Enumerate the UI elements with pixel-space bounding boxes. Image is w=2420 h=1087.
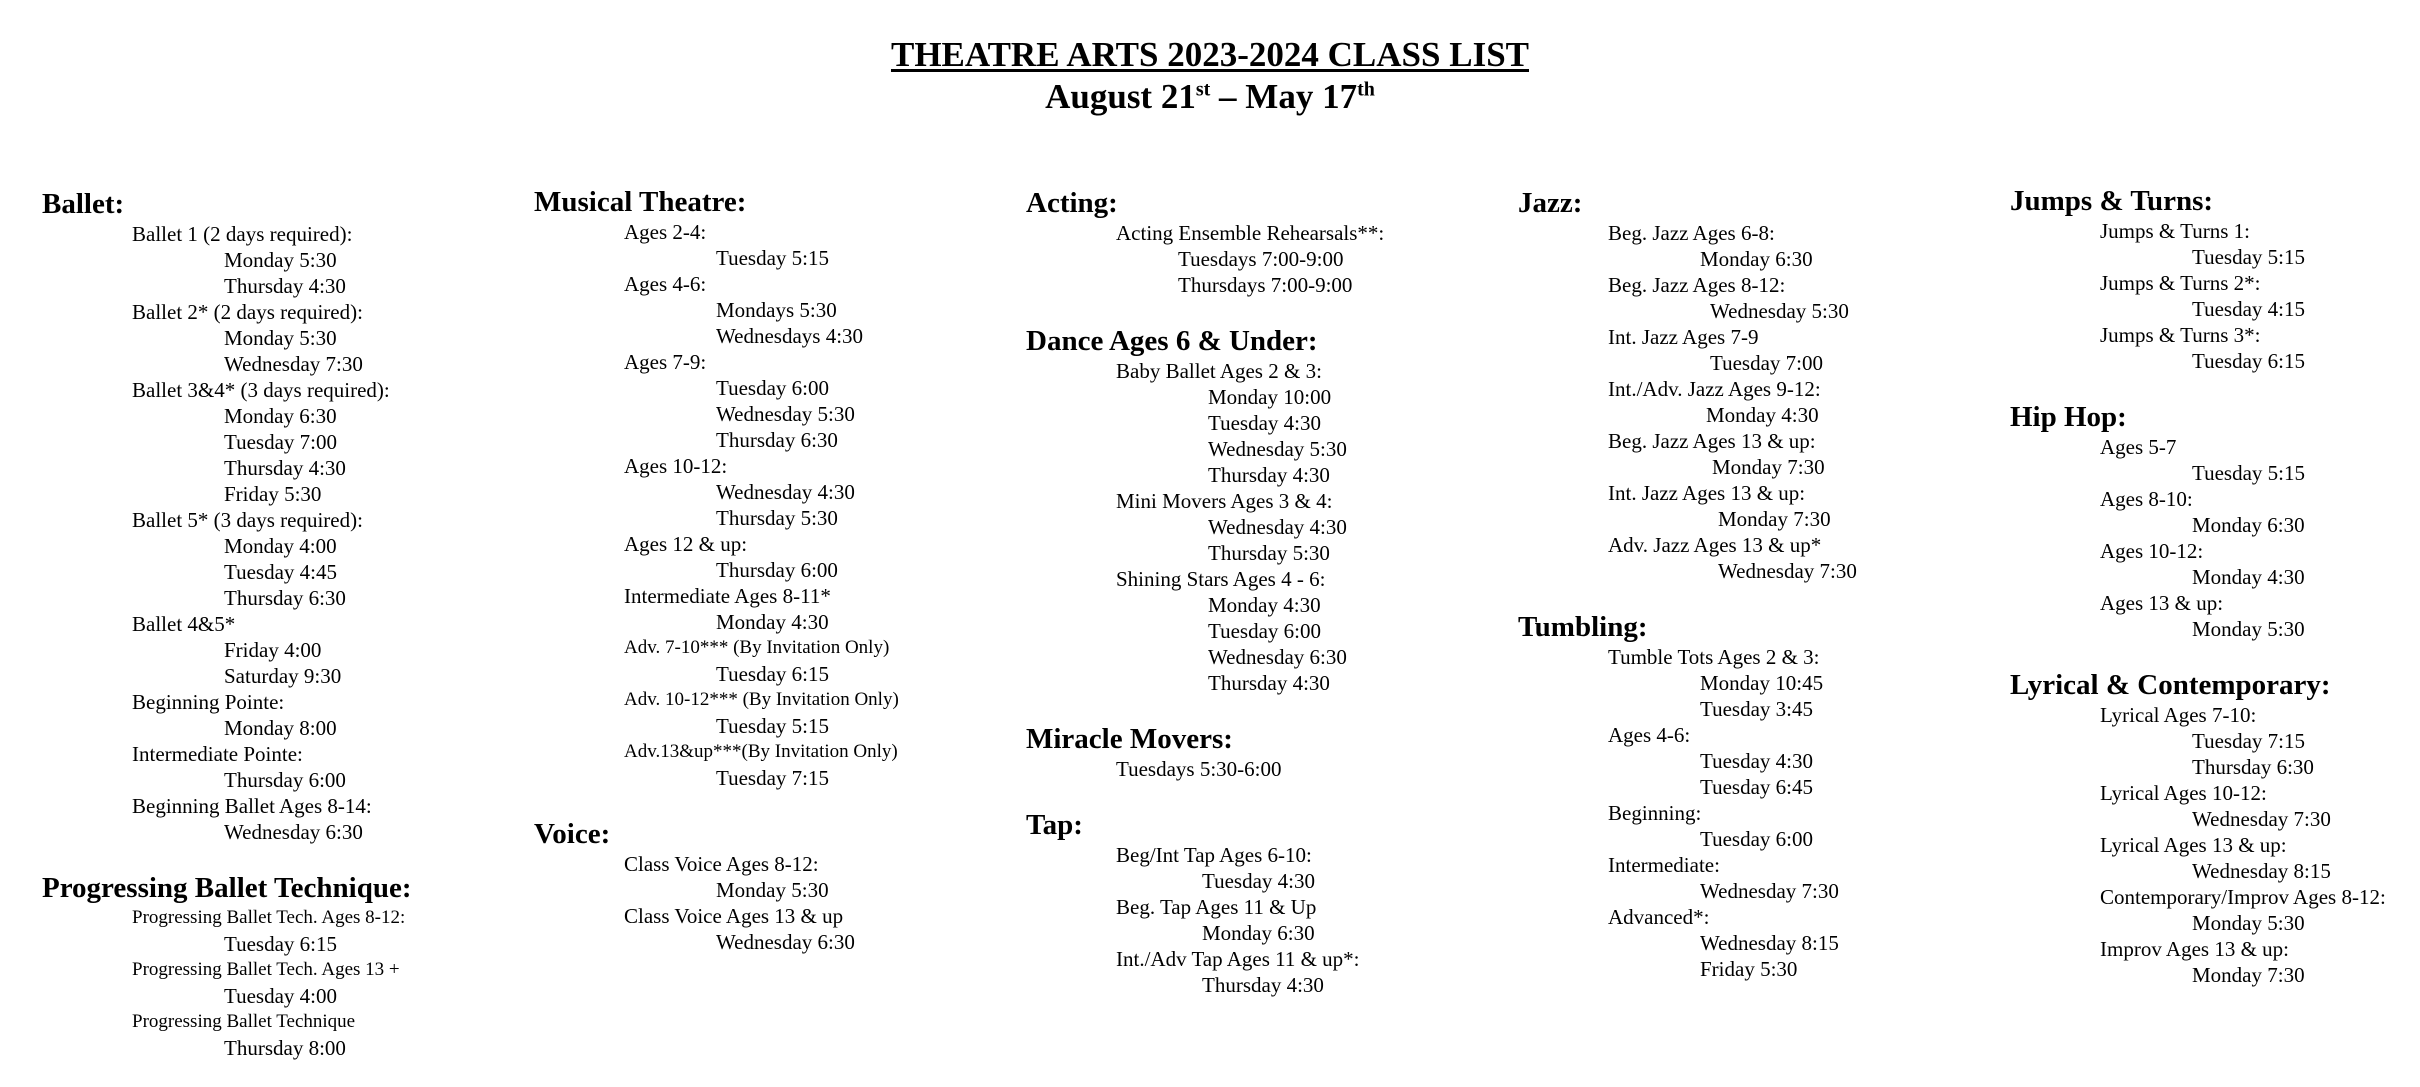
- class-time: Wednesday 7:30: [2192, 807, 2331, 831]
- column-3: [1026, 186, 1384, 1024]
- section-tap: [1026, 808, 1384, 998]
- class-time: Tuesday 4:30: [1202, 869, 1315, 893]
- section-heading: Jazz:: [1518, 187, 1583, 219]
- column-5: [2010, 184, 2386, 1014]
- class-name: Ballet 1 (2 days required):: [132, 222, 353, 246]
- class-name: Intermediate Pointe:: [132, 742, 303, 766]
- class-name: Acting Ensemble Rehearsals**:: [1116, 221, 1385, 245]
- class-time: Thursday 6:30: [2192, 755, 2314, 779]
- class-name: Mini Movers Ages 3 & 4:: [1116, 489, 1333, 513]
- class-name: Ages 7-9:: [624, 350, 707, 374]
- class-time: Thursday 5:30: [1208, 541, 1330, 565]
- class-time: Thursday 4:30: [1202, 973, 1324, 997]
- class-time: Monday 10:00: [1208, 385, 1332, 409]
- class-time: Tuesday 7:00: [224, 430, 337, 454]
- dates-start-suffix: st: [1195, 78, 1211, 101]
- document-header: [0, 34, 2420, 118]
- dates-start: August 21: [1045, 77, 1196, 116]
- column-4: [1518, 186, 1857, 1008]
- class-time: Wednesday 5:30: [1208, 437, 1347, 461]
- class-name: Advanced*:: [1608, 905, 1710, 929]
- section-voice: [534, 817, 899, 955]
- column-2: [534, 185, 899, 981]
- class-time: Wednesday 7:30: [224, 352, 363, 376]
- class-name: Ages 12 & up:: [624, 532, 748, 556]
- class-time: Tuesday 7:00: [1710, 351, 1823, 375]
- section-heading: Lyrical & Contemporary:: [2010, 669, 2331, 701]
- class-time: Monday 5:30: [716, 878, 829, 902]
- class-time: Wednesday 5:30: [1710, 299, 1849, 323]
- class-time: Tuesday 4:30: [1208, 411, 1321, 435]
- section-ballet: [42, 187, 412, 845]
- class-time: Wednesday 7:30: [1718, 559, 1857, 583]
- class-time: Tuesday 7:15: [716, 766, 829, 790]
- class-time: Tuesday 4:00: [224, 984, 337, 1008]
- class-time: Wednesday 6:30: [224, 820, 363, 844]
- section-acting: [1026, 186, 1384, 298]
- class-time: Tuesday 6:45: [1700, 775, 1813, 799]
- class-time: Monday 4:00: [224, 534, 337, 558]
- class-name: Jumps & Turns 1:: [2100, 219, 2250, 243]
- class-name: Beg. Tap Ages 11 & Up: [1116, 895, 1317, 919]
- document-title: THEATRE ARTS 2023-2024 CLASS LIST: [890, 35, 1529, 74]
- class-name: Ages 10-12:: [2100, 539, 2204, 563]
- class-name: Ballet 3&4* (3 days required):: [132, 378, 390, 402]
- class-time: Tuesday 5:15: [2192, 461, 2305, 485]
- class-time: Thursday 6:30: [716, 428, 838, 452]
- class-time: Monday 6:30: [224, 404, 337, 428]
- class-time: Monday 5:30: [224, 248, 337, 272]
- section-hip-hop: [2010, 400, 2386, 642]
- class-name: Adv. Jazz Ages 13 & up*: [1608, 533, 1822, 557]
- section-miracle-movers: [1026, 722, 1384, 782]
- class-name: Jumps & Turns 3*:: [2100, 323, 2261, 347]
- class-time: Tuesday 4:30: [1700, 749, 1813, 773]
- class-time: Thursday 4:30: [1208, 463, 1330, 487]
- class-name: Beginning Pointe:: [132, 690, 285, 714]
- class-name: Lyrical Ages 7-10:: [2100, 703, 2257, 727]
- class-name: Ballet 5* (3 days required):: [132, 508, 363, 532]
- class-time: Friday 4:00: [224, 638, 322, 662]
- class-name: Lyrical Ages 13 & up:: [2100, 833, 2287, 857]
- class-time: Monday 4:30: [2192, 565, 2305, 589]
- class-name: Int. Jazz Ages 7-9: [1608, 325, 1759, 349]
- class-name: Progressing Ballet Tech. Ages 8-12:: [132, 907, 406, 928]
- class-name: Ages 5-7: [2100, 435, 2177, 459]
- class-time: Wednesday 4:30: [1208, 515, 1347, 539]
- class-time: Wednesday 8:15: [1700, 931, 1839, 955]
- section-jazz: [1518, 186, 1857, 584]
- class-time: Mondays 5:30: [716, 298, 837, 322]
- section-heading: Acting:: [1026, 187, 1118, 219]
- class-time: Wednesday 6:30: [1208, 645, 1347, 669]
- class-name: Class Voice Ages 13 & up: [624, 904, 844, 928]
- class-name: Beg/Int Tap Ages 6-10:: [1116, 843, 1312, 867]
- section-lyrical-contemporary: [2010, 668, 2386, 988]
- class-time: Tuesdays 7:00-9:00: [1178, 247, 1344, 271]
- class-time: Tuesday 3:45: [1700, 697, 1813, 721]
- class-name: Adv.13&up***(By Invitation Only): [624, 741, 898, 762]
- class-time: Monday 6:30: [1700, 247, 1813, 271]
- section-dance-ages-6-under: [1026, 324, 1384, 696]
- class-time: Monday 6:30: [2192, 513, 2305, 537]
- dates-separator: – May 17: [1210, 77, 1358, 116]
- dates-end-suffix: th: [1357, 78, 1375, 101]
- class-time: Monday 7:30: [2192, 963, 2305, 987]
- section-heading: Dance Ages 6 & Under:: [1026, 325, 1318, 357]
- class-time: Monday 5:30: [2192, 617, 2305, 641]
- class-time: Monday 4:30: [1706, 403, 1819, 427]
- class-time: Tuesday 4:45: [224, 560, 337, 584]
- class-name: Progressing Ballet Tech. Ages 13 +: [132, 959, 400, 980]
- class-name: Intermediate:: [1608, 853, 1720, 877]
- class-name: Ages 10-12:: [624, 454, 728, 478]
- class-time: Tuesday 5:15: [716, 714, 829, 738]
- class-time: Monday 8:00: [224, 716, 337, 740]
- column-1: [42, 187, 412, 1087]
- class-name: Adv. 7-10*** (By Invitation Only): [624, 637, 890, 658]
- class-name: Ages 2-4:: [624, 220, 707, 244]
- class-time: Thursday 4:30: [224, 274, 346, 298]
- class-name: Beg. Jazz Ages 6-8:: [1608, 221, 1775, 245]
- class-name: Beginning:: [1608, 801, 1702, 825]
- section-heading: Progressing Ballet Technique:: [42, 872, 412, 904]
- class-time: Tuesday 6:00: [716, 376, 829, 400]
- class-name: Ballet 4&5*: [132, 612, 236, 636]
- class-time: Monday 4:30: [716, 610, 829, 634]
- class-time: Monday 7:30: [1712, 455, 1825, 479]
- class-time: Tuesday 6:00: [1700, 827, 1813, 851]
- class-time: Thursday 8:00: [224, 1036, 346, 1060]
- class-name: Int./Adv. Jazz Ages 9-12:: [1608, 377, 1821, 401]
- class-name: Int. Jazz Ages 13 & up:: [1608, 481, 1806, 505]
- class-time: Monday 4:30: [1208, 593, 1321, 617]
- class-name: Baby Ballet Ages 2 & 3:: [1116, 359, 1322, 383]
- class-time: Friday 5:30: [1700, 957, 1798, 981]
- class-name: Beginning Ballet Ages 8-14:: [132, 794, 372, 818]
- section-jumps-turns: [2010, 184, 2386, 374]
- class-time: Wednesday 8:15: [2192, 859, 2331, 883]
- section-tumbling: [1518, 610, 1857, 982]
- class-time: Tuesday 5:15: [2192, 245, 2305, 269]
- class-time: Thursday 4:30: [1208, 671, 1330, 695]
- class-time: Wednesday 7:30: [1700, 879, 1839, 903]
- class-time: Monday 5:30: [2192, 911, 2305, 935]
- section-musical-theatre: [534, 185, 899, 791]
- class-name: Int./Adv Tap Ages 11 & up*:: [1116, 947, 1360, 971]
- section-progressing-ballet-technique: [42, 871, 412, 1061]
- class-time: Tuesday 4:15: [2192, 297, 2305, 321]
- class-name: Contemporary/Improv Ages 8-12:: [2100, 885, 2386, 909]
- section-heading: Ballet:: [42, 188, 125, 220]
- class-name: Adv. 10-12*** (By Invitation Only): [624, 689, 899, 710]
- class-name: Ages 8-10:: [2100, 487, 2193, 511]
- class-name: Ballet 2* (2 days required):: [132, 300, 363, 324]
- section-heading: Jumps & Turns:: [2010, 185, 2214, 217]
- class-name: Improv Ages 13 & up:: [2100, 937, 2289, 961]
- class-time: Saturday 9:30: [224, 664, 342, 688]
- section-heading: Musical Theatre:: [534, 186, 747, 218]
- class-time: Friday 5:30: [224, 482, 322, 506]
- class-name: Ages 4-6:: [1608, 723, 1691, 747]
- class-time: Monday 5:30: [224, 326, 337, 350]
- class-name: Beg. Jazz Ages 13 & up:: [1608, 429, 1816, 453]
- class-name: Tumble Tots Ages 2 & 3:: [1608, 645, 1820, 669]
- class-time: Wednesday 5:30: [716, 402, 855, 426]
- document-dates: [0, 76, 2420, 118]
- class-time: Thursday 4:30: [224, 456, 346, 480]
- class-name: Jumps & Turns 2*:: [2100, 271, 2261, 295]
- class-time: Monday 7:30: [1718, 507, 1831, 531]
- section-heading: Voice:: [534, 818, 611, 850]
- class-name: Tuesdays 5:30-6:00: [1116, 757, 1282, 781]
- class-name: Intermediate Ages 8-11*: [624, 584, 831, 608]
- class-name: Lyrical Ages 10-12:: [2100, 781, 2267, 805]
- class-name: Progressing Ballet Technique: [132, 1011, 356, 1032]
- class-time: Tuesday 6:00: [1208, 619, 1321, 643]
- class-time: Tuesday 6:15: [224, 932, 337, 956]
- section-heading: Tap:: [1026, 809, 1083, 841]
- class-name: Beg. Jazz Ages 8-12:: [1608, 273, 1786, 297]
- section-heading: Tumbling:: [1518, 611, 1648, 643]
- class-time: Monday 6:30: [1202, 921, 1315, 945]
- class-name: Ages 4-6:: [624, 272, 707, 296]
- class-name: Ages 13 & up:: [2100, 591, 2224, 615]
- class-time: Thursday 6:00: [716, 558, 838, 582]
- class-time: Thursdays 7:00-9:00: [1178, 273, 1353, 297]
- class-time: Tuesday 7:15: [2192, 729, 2305, 753]
- class-name: Class Voice Ages 8-12:: [624, 852, 819, 876]
- class-time: Thursday 6:30: [224, 586, 346, 610]
- class-time: Thursday 5:30: [716, 506, 838, 530]
- class-time: Monday 10:45: [1700, 671, 1824, 695]
- section-heading: Hip Hop:: [2010, 401, 2127, 433]
- class-time: Tuesday 6:15: [2192, 349, 2305, 373]
- section-heading: Miracle Movers:: [1026, 723, 1233, 755]
- class-time: Wednesday 4:30: [716, 480, 855, 504]
- class-time: Thursday 6:00: [224, 768, 346, 792]
- class-time: Wednesdays 4:30: [716, 324, 864, 348]
- class-time: Tuesday 5:15: [716, 246, 829, 270]
- class-name: Shining Stars Ages 4 - 6:: [1116, 567, 1326, 591]
- class-time: Tuesday 6:15: [716, 662, 829, 686]
- class-time: Wednesday 6:30: [716, 930, 855, 954]
